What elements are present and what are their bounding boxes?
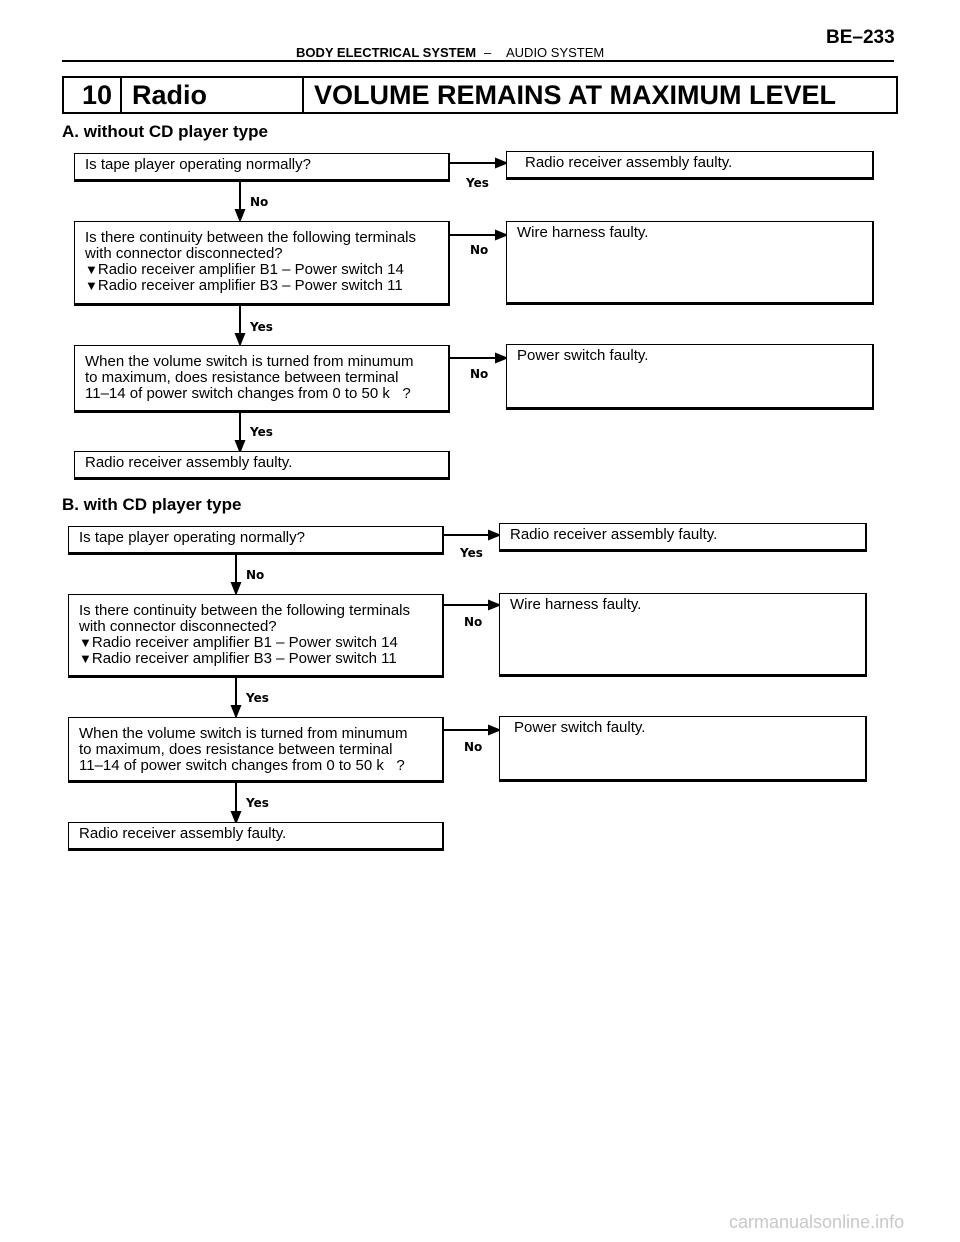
problem-number: 10: [64, 78, 122, 112]
flow-b-arrowhead-yes-1: [489, 531, 499, 539]
flow-a-final-receiver-text: Radio receiver assembly faulty.: [85, 454, 293, 471]
flow-b-question-continuity: [68, 594, 444, 678]
flow-b-continuity-line-2: with connector disconnected?: [79, 618, 277, 635]
bullet-icon: [85, 278, 98, 294]
flow-a-result-harness-text: Wire harness faulty.: [517, 224, 649, 241]
flow-a-arrowhead-yes-1: [496, 159, 506, 167]
flow-a-label-yes-2: Yes: [250, 320, 273, 334]
flow-b-continuity-item-1: ▼ Radio receiver amplifier B1 – Power switch 14: [79, 635, 432, 651]
flow-b-arrowhead-yes-3: [232, 812, 240, 822]
flow-a-question-resistance: [74, 345, 450, 413]
flow-b-title: B. with CD player type: [62, 495, 242, 514]
flow-a-result-switch-text: Power switch faulty.: [517, 347, 649, 364]
flow-b-arrowhead-yes-2: [232, 706, 240, 716]
flow-b-final-receiver-text: Radio receiver assembly faulty.: [79, 825, 287, 842]
bullet-icon: [85, 262, 98, 278]
flow-b-question-tape-text: Is tape player operating normally?: [79, 529, 305, 546]
flow-a-resistance-line-2: to maximum, does resistance between terminal: [85, 369, 399, 386]
flow-a-result-harness: [506, 221, 874, 305]
flow-b-label-yes-3: Yes: [246, 796, 269, 810]
site-watermark: carmanualsonline.info: [729, 1212, 905, 1232]
flow-b-resistance-line-3: 11–14 of power switch changes from 0 to 50 k ?: [79, 757, 405, 774]
flow-a-result-switch: [506, 344, 874, 410]
flow-a-label-no-3: No: [470, 367, 489, 381]
flow-a-arrowhead-yes-3: [236, 441, 244, 451]
flow-a-arrowhead-no-2: [496, 231, 506, 239]
flow-a-continuity-item-1: ▼ Radio receiver amplifier B1 – Power switch 14: [85, 262, 438, 278]
flow-b-result-switch: [499, 716, 867, 782]
header-subsection: AUDIO SYSTEM: [506, 45, 605, 60]
flow-a-label-no-1: No: [250, 195, 269, 209]
flow-a-arrowhead-yes-2: [236, 334, 244, 344]
flow-a-arrowhead-no-3: [496, 354, 506, 362]
flow-a-result-receiver-text: Radio receiver assembly faulty.: [525, 154, 733, 171]
flow-b-label-yes-2: Yes: [246, 691, 269, 705]
problem-symptom: VOLUME REMAINS AT MAXIMUM LEVEL: [314, 80, 836, 110]
flow-a-question-continuity: [74, 221, 450, 306]
flow-b-result-switch-text: Power switch faulty.: [514, 719, 646, 736]
bullet-icon: [79, 635, 92, 651]
flow-b-label-no-3: No: [464, 740, 483, 754]
flow-b-result-receiver: [499, 523, 867, 552]
flow-b-resistance-line-2: to maximum, does resistance between terminal: [79, 741, 393, 758]
flow-a-resistance-line-1: When the volume switch is turned from minumum: [85, 353, 414, 370]
flow-a-question-tape-text: Is tape player operating normally?: [85, 156, 311, 173]
flow-b-arrowhead-no-3: [489, 726, 499, 734]
bullet-icon: [79, 651, 92, 667]
flow-a-arrowhead-no-1: [236, 210, 244, 220]
page-number: BE–233: [826, 27, 895, 48]
flow-b-final-receiver: [68, 822, 444, 851]
flow-b-label-no-1: No: [246, 568, 265, 582]
flow-a-resistance-line-3: 11–14 of power switch changes from 0 to 50 k ?: [85, 385, 411, 402]
flow-a-continuity-line-1: Is there continuity between the following terminals: [85, 229, 417, 246]
flow-a-continuity-line-2: with connector disconnected?: [85, 245, 283, 262]
flow-b-question-tape: [68, 526, 444, 555]
flow-b-result-harness-text: Wire harness faulty.: [510, 596, 642, 613]
problem-system: Radio: [122, 78, 304, 112]
flow-b-result-receiver-text: Radio receiver assembly faulty.: [510, 526, 718, 543]
flow-b-arrowhead-no-1: [232, 583, 240, 593]
flow-a-title: A. without CD player type: [62, 122, 268, 141]
flow-a-label-yes-1: Yes: [466, 176, 489, 190]
header-section: BODY ELECTRICAL SYSTEM: [296, 45, 477, 60]
flow-b-resistance-line-1: When the volume switch is turned from minumum: [79, 725, 408, 742]
flow-b-continuity-line-1: Is there continuity between the following terminals: [79, 602, 411, 619]
flow-b-result-harness: [499, 593, 867, 677]
flow-a-question-tape: [74, 153, 450, 182]
flow-b-label-no-2: No: [464, 615, 483, 629]
flow-b-label-yes-1: Yes: [460, 546, 483, 560]
flow-b-question-resistance: [68, 717, 444, 783]
flow-b-arrowhead-no-2: [489, 601, 499, 609]
flow-a-result-receiver: [506, 151, 874, 180]
flow-a-continuity-item-2: ▼ Radio receiver amplifier B3 – Power switch 11: [85, 278, 438, 294]
flow-a-final-receiver: [74, 451, 450, 480]
header-separator: –: [484, 45, 492, 60]
flow-b-continuity-item-2: ▼ Radio receiver amplifier B3 – Power switch 11: [79, 651, 432, 667]
flow-a-label-no-2: No: [470, 243, 489, 257]
flow-a-label-yes-3: Yes: [250, 425, 273, 439]
